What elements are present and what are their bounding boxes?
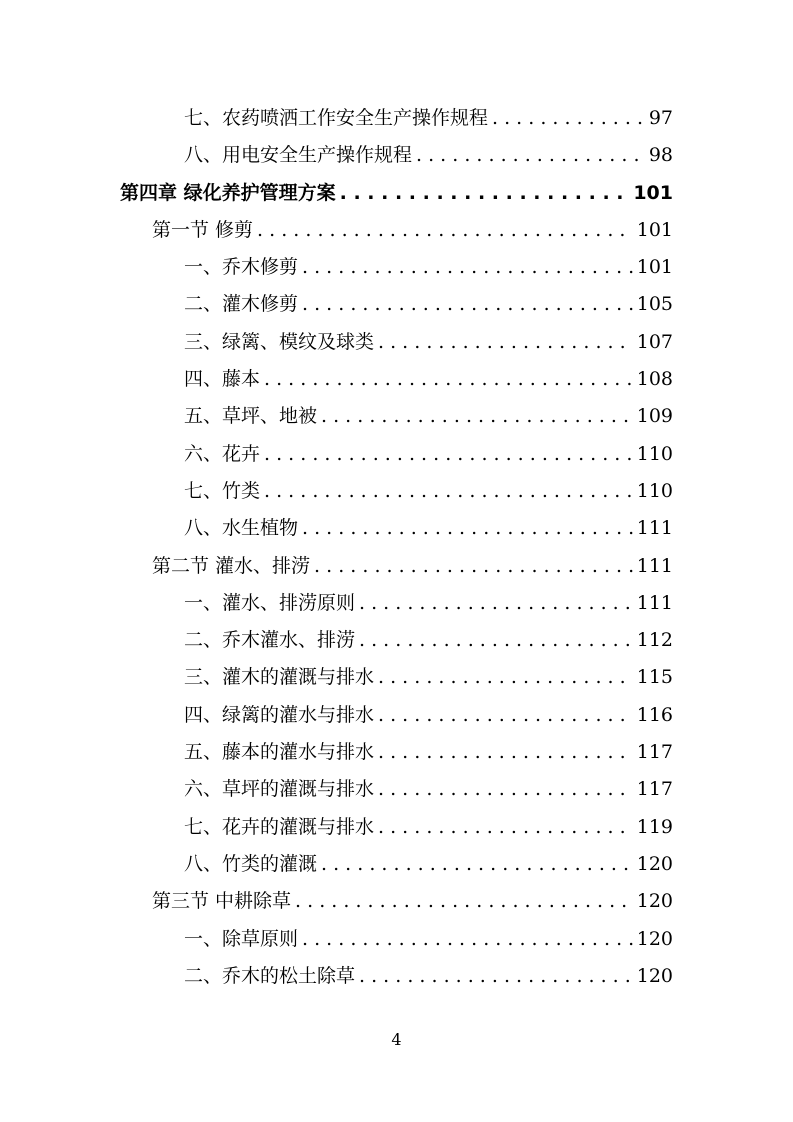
- table-of-contents: [0, 100, 793, 995]
- toc-entry-page-number: 108: [636, 368, 673, 391]
- toc-entry-title: 二、乔木灌水、排涝: [184, 629, 356, 652]
- toc-entry-page-number: 101: [636, 218, 673, 241]
- toc-subsection-entry[interactable]: [0, 436, 793, 473]
- toc-entry-title: 一、除草原则: [184, 927, 299, 950]
- toc-entry-title: 五、草坪、地被: [184, 405, 318, 428]
- toc-entry-page-number: 109: [636, 405, 673, 428]
- toc-entry-title: 三、绿篱、模纹及球类: [184, 330, 375, 353]
- dot-leader: [359, 585, 633, 622]
- dot-leader: [264, 473, 633, 510]
- toc-entry-line: [184, 137, 673, 174]
- toc-entry-line: [184, 286, 673, 323]
- toc-entry-line: [184, 436, 673, 473]
- toc-entry-title: 三、灌木的灌溉与排水: [184, 666, 375, 689]
- dot-leader: [314, 548, 633, 585]
- dot-leader: [378, 771, 633, 808]
- toc-entry-title: 八、水生植物: [184, 517, 299, 540]
- toc-entry-page-number: 120: [636, 927, 673, 950]
- toc-entry-page-number: 115: [636, 666, 673, 689]
- toc-entry-title: 六、花卉: [184, 442, 261, 465]
- toc-entry-page-number: 101: [633, 181, 673, 204]
- toc-entry-title: 四、藤本: [184, 368, 261, 391]
- toc-entry-line: [184, 659, 673, 696]
- toc-section-entry[interactable]: [0, 548, 793, 585]
- toc-entry-title: 第三节 中耕除草: [152, 890, 292, 913]
- toc-subsection-entry[interactable]: [0, 697, 793, 734]
- toc-section-entry[interactable]: [0, 883, 793, 920]
- toc-entry-line: [184, 361, 673, 398]
- toc-entry-page-number: 120: [636, 852, 673, 875]
- toc-subsection-entry[interactable]: [0, 846, 793, 883]
- toc-entry-page-number: 117: [636, 741, 673, 764]
- toc-subsection-entry[interactable]: [0, 361, 793, 398]
- toc-entry-page-number: 110: [636, 479, 673, 502]
- toc-entry-page-number: 111: [636, 591, 673, 614]
- toc-entry-page-number: 112: [636, 629, 673, 652]
- toc-subsection-entry[interactable]: [0, 771, 793, 808]
- toc-entry-line: [184, 622, 673, 659]
- toc-entry-title: 七、竹类: [184, 479, 261, 502]
- toc-entry-line: [152, 212, 673, 249]
- toc-entry-page-number: 97: [648, 107, 673, 129]
- toc-entry-line: [184, 771, 673, 808]
- toc-entry-title: 第二节 灌水、排涝: [152, 554, 311, 577]
- toc-entry-line: [184, 846, 673, 883]
- toc-entry-page-number: 111: [636, 554, 673, 577]
- toc-subsection-entry[interactable]: [0, 398, 793, 435]
- toc-entry-title: 四、绿篱的灌水与排水: [184, 703, 375, 726]
- toc-entry-title: 一、灌水、排涝原则: [184, 591, 356, 614]
- toc-subsection-entry[interactable]: [0, 324, 793, 361]
- toc-entry-line: [184, 249, 673, 286]
- toc-subsection-entry[interactable]: [0, 473, 793, 510]
- toc-entry-title: 五、藤本的灌水与排水: [184, 741, 375, 764]
- toc-entry-line: [184, 510, 673, 547]
- toc-subsection-entry[interactable]: [0, 734, 793, 771]
- dot-leader: [295, 883, 633, 920]
- dot-leader: [302, 249, 633, 286]
- dot-leader: [302, 510, 633, 547]
- toc-entry-page-number: 117: [636, 778, 673, 801]
- toc-entry-title: 六、草坪的灌溉与排水: [184, 778, 375, 801]
- dot-leader: [378, 809, 633, 846]
- toc-section-entry[interactable]: [0, 212, 793, 249]
- toc-entry-page-number: 119: [636, 815, 673, 838]
- toc-entry-line: [152, 548, 673, 585]
- page-number: 4: [391, 1030, 402, 1049]
- dot-leader: [321, 846, 633, 883]
- toc-entry-page-number: 116: [636, 703, 673, 726]
- dot-leader: [302, 286, 633, 323]
- toc-subsection-entry[interactable]: [0, 100, 793, 137]
- toc-entry-page-number: 120: [636, 964, 673, 987]
- toc-entry-title: 二、灌木修剪: [184, 293, 299, 316]
- toc-subsection-entry[interactable]: [0, 921, 793, 958]
- toc-entry-title: 一、乔木修剪: [184, 256, 299, 279]
- dot-leader: [492, 100, 645, 137]
- toc-subsection-entry[interactable]: [0, 809, 793, 846]
- dot-leader: [302, 921, 633, 958]
- dot-leader: [378, 697, 633, 734]
- toc-entry-title: 七、农药喷洒工作安全生产操作规程: [184, 107, 489, 129]
- toc-subsection-entry[interactable]: [0, 622, 793, 659]
- dot-leader: [264, 436, 633, 473]
- dot-leader: [378, 324, 633, 361]
- dot-leader: [359, 958, 633, 995]
- toc-entry-page-number: 110: [636, 442, 673, 465]
- toc-chapter-entry[interactable]: [0, 175, 793, 212]
- dot-leader: [321, 398, 633, 435]
- toc-entry-line: [184, 697, 673, 734]
- dot-leader: [264, 361, 633, 398]
- toc-entry-line: [184, 398, 673, 435]
- dot-leader: [378, 734, 633, 771]
- toc-entry-line: [184, 809, 673, 846]
- toc-subsection-entry[interactable]: [0, 249, 793, 286]
- dot-leader: [257, 212, 633, 249]
- toc-entry-title: 二、乔木的松土除草: [184, 964, 356, 987]
- toc-subsection-entry[interactable]: [0, 137, 793, 174]
- toc-entry-line: [184, 473, 673, 510]
- toc-entry-page-number: 98: [648, 144, 673, 167]
- toc-subsection-entry[interactable]: [0, 286, 793, 323]
- toc-entry-line: [120, 175, 673, 212]
- toc-entry-line: [184, 921, 673, 958]
- toc-subsection-entry[interactable]: [0, 510, 793, 547]
- toc-entry-title: 八、竹类的灌溉: [184, 852, 318, 875]
- toc-entry-line: [152, 883, 673, 920]
- toc-subsection-entry[interactable]: [0, 659, 793, 696]
- toc-entry-page-number: 120: [636, 890, 673, 913]
- toc-entry-line: [184, 585, 673, 622]
- toc-entry-line: [184, 958, 673, 995]
- toc-subsection-entry[interactable]: [0, 585, 793, 622]
- toc-entry-line: [184, 734, 673, 771]
- toc-entry-page-number: 101: [636, 256, 673, 279]
- dot-leader: [416, 137, 645, 174]
- toc-entry-title: 八、用电安全生产操作规程: [184, 144, 413, 167]
- dot-leader: [340, 175, 630, 212]
- toc-entry-title: 七、花卉的灌溉与排水: [184, 815, 375, 838]
- toc-entry-page-number: 105: [636, 293, 673, 316]
- toc-entry-page-number: 111: [636, 517, 673, 540]
- toc-entry-line: [184, 324, 673, 361]
- toc-entry-line: [184, 100, 673, 137]
- dot-leader: [378, 659, 633, 696]
- toc-entry-title: 第四章 绿化养护管理方案: [120, 181, 336, 204]
- toc-entry-title: 第一节 修剪: [152, 218, 254, 241]
- toc-entry-page-number: 107: [636, 330, 673, 353]
- dot-leader: [359, 622, 633, 659]
- toc-subsection-entry[interactable]: [0, 958, 793, 995]
